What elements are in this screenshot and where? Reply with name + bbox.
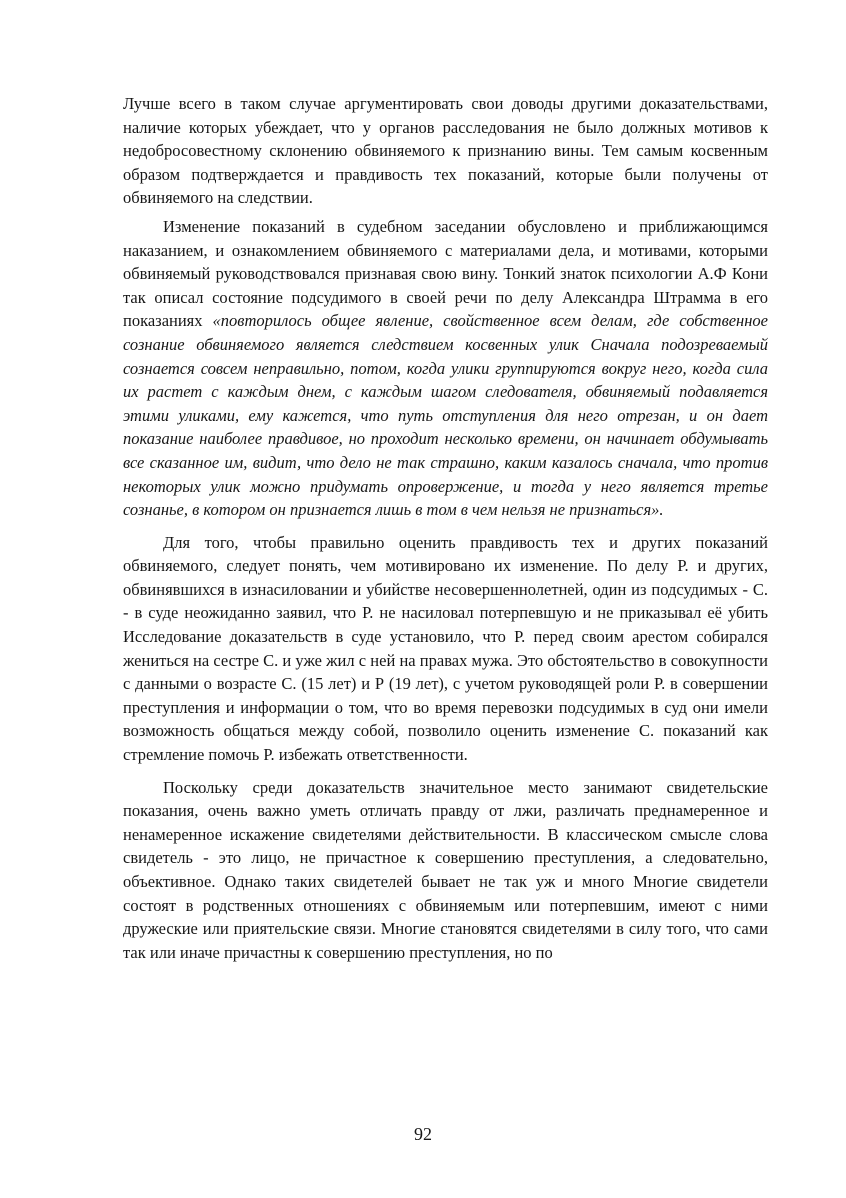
body-text: [123, 92, 768, 964]
paragraph-2: [123, 215, 768, 522]
paragraph-2-text: Изменение показаний в судебном заседании обусловлено и приближающимся наказанием, и ознакомлением обвиняемого с материалами дела, и мотивами, которыми обвиняемый руководствовался признавая свою вину. Тонкий знаток психологии А.Ф Кони так описал состояние подсудимого в своей речи по делу Александра Штрамма в его показаниях: [123, 216, 768, 331]
page-number: 92: [414, 1124, 432, 1144]
koni-quote: «повторилось общее явление, свойственное всем делам, где собственное сознание обвиняемого является следствием косвенных улик Сначала подозреваемый сознается совсем неправильно, потом, когда улики группируются вокруг него, когда сила их растет с каждым днем, с каждым шагом следователя, обвиняемый подавляется этими уликами, ему кажется, что путь отступления для него отрезан, и он дает показание наиболее правдивое, но проходит несколько времени, он начинает обдумывать все сказанное им, видит, что дело не так страшно, каким казалось сначала, что против некоторых улик можно придумать опровержение, и тогда у него является третье сознанье, в котором он признается лишь в том в чем нельзя не признаться».: [123, 311, 768, 520]
paragraph-3: Для того, чтобы правильно оценить правдивость тех и других показаний обвиняемого, следует понять, чем мотивировано их изменение. По делу Р. и других, обвинявшихся в изнасиловании и убийстве несовершеннолетней, один из подсудимых - С. - в суде неожиданно заявил, что Р. не насиловал потерпевшую и не приказывал её убить Исследование доказательств в суде установило, что Р. перед своим арестом собирался жениться на сестре С. и уже жил с ней на правах мужа. Это обстоятельство в совокупности с данными о возрасте С. (15 лет) и Р (19 лет), с учетом руководящей роли Р. в совершении преступления и информации о том, что во время перевозки подсудимых в суд они имели возможность общаться между собой, позволило оценить изменение С. показаний как стремление помочь Р. избежать ответственности.: [123, 532, 768, 765]
paragraph-1: Лучше всего в таком случае аргументировать свои доводы другими доказательствами, наличие которых убеждает, что у органов расследования не было должных мотивов к недобросовестному склонению обвиняемого к признанию вины. Тем самым косвенным образом подтверждается и правдивость тех показаний, которые были получены от обвиняемого на следствии.: [123, 94, 768, 208]
paragraph-4: Поскольку среди доказательств значительное место занимают свидетельские показания, очень важно уметь отличать правду от лжи, различать преднамеренное и ненамеренное искажение свидетелями действительности. В классическом смысле слова свидетель - это лицо, не причастное к совершению преступления, а следовательно, объективное. Однако таких свидетелей бывает не так уж и много Многие свидетели состоят в родственных отношениях с обвиняемым или потерпевшим, имеют с ними дружеские или приятельские связи. Многие становятся свидетелями в силу того, что сами так или иначе причастны к совершению преступления, но по: [123, 777, 768, 962]
